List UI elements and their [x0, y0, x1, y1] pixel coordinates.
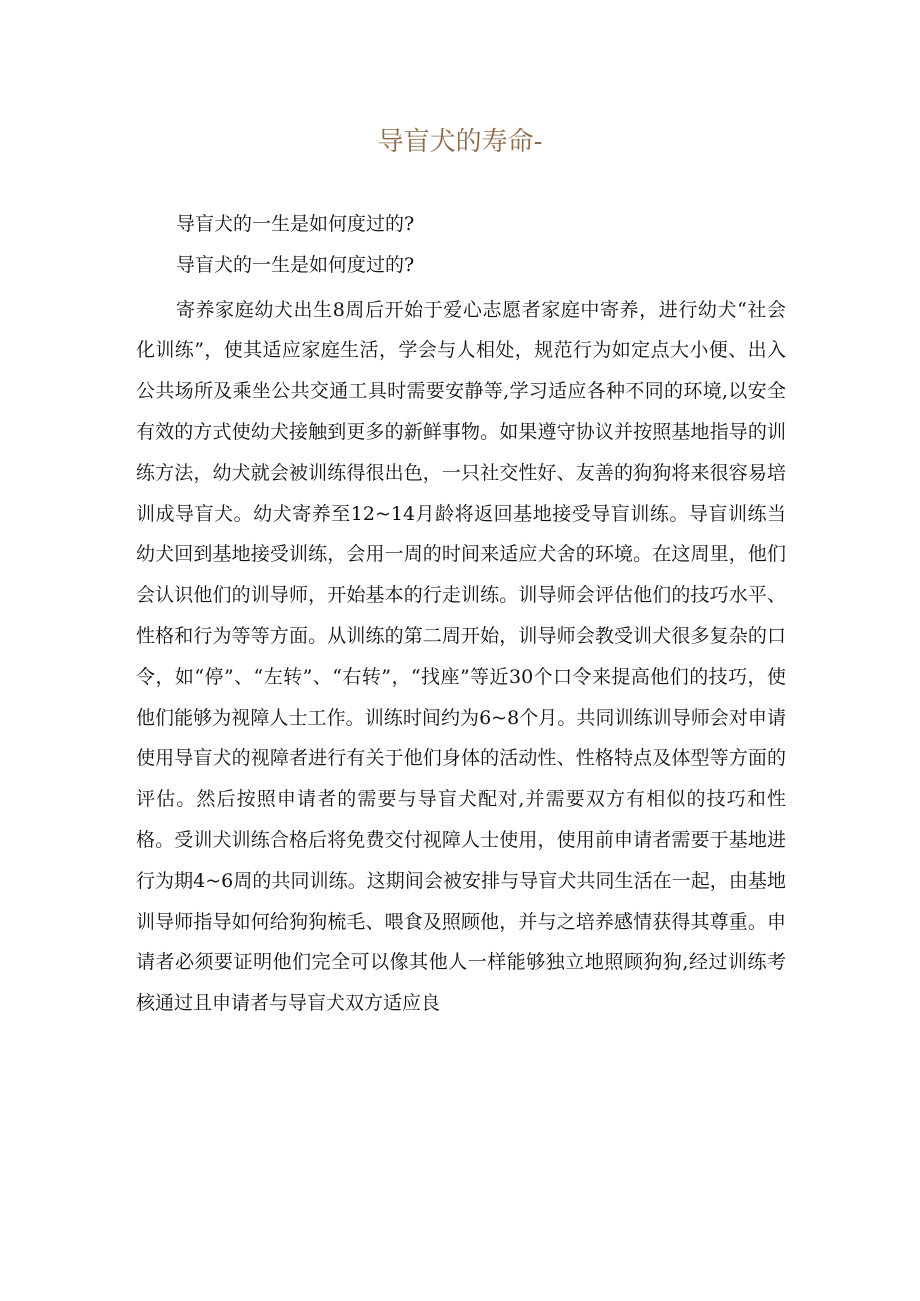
paragraph-question-1: 导盲犬的一生是如何度过的? [176, 213, 415, 235]
document-body [136, 204, 786, 1024]
paragraph-question-2: 导盲犬的一生是如何度过的? [176, 253, 415, 276]
paragraph-main-text: 寄养家庭幼犬出生8周后开始于爱心志愿者家庭中寄养，进行幼犬“社会化训练”，使其适应家庭生活，学会与人相处，规范行为如定点大小便、出入公共场所及乘坐公共交通工具时需要安静等,学习适应各种不同的环境,以安全有效的方式使幼犬接触到更多的新鲜事物。如果遵守协议并按照基地指导的训练方法，幼犬就会被训练得很出色，一只社交性好、友善的狗狗将来很容易培训成导盲犬。幼犬寄养至12~14月龄将返回基地接受导盲训练。导盲训练当幼犬回到基地接受训练，会用一周的时间来适应犬舍的环境。在这周里，他们会认识他们的训导师，开始基本的行走训练。训导师会评估他们的技巧水平、性格和行为等等方面。从训练的第二周开始，训导师会教受训犬很多复杂的口令，如“停”、“左转”、“右转”，“找座”等近30个口令来提高他们的技巧，使他们能够为视障人士工作。训练时间约为6~8个月。共同训练训导师会对申请使用导盲犬的视障者进行有关于他们身体的活动性、性格特点及体型等方面的评估。然后按照申请者的需要与导盲犬配对,并需要双方有相似的技巧和性格。受训犬训练合格后将免费交付视障人士使用，使用前申请者需要于基地进行为期4~6周的共同训练。这期间会被安排与导盲犬共同生活在一起，由基地训导师指导如何给狗狗梳毛、喂食及照顾他，并与之培养感情获得其尊重。申请者必须要证明他们完全可以像其他人一样能够独立地照顾狗狗,经过训练考核通过且申请者与导盲犬双方适应良 [136, 298, 786, 1015]
page-title: 导盲犬的寿命- [377, 127, 543, 157]
